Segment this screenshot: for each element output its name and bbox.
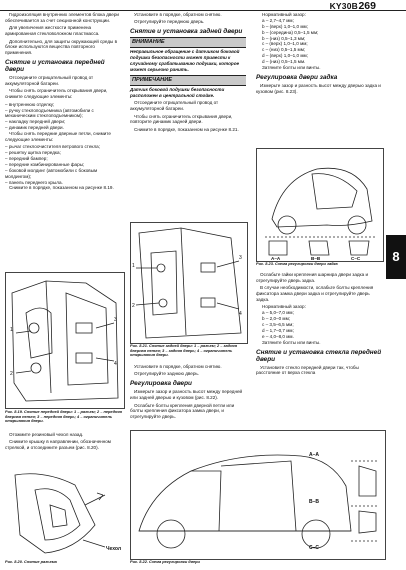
intro-p1: Гидроизоляция внутренних элементов блока двери обеспечивается за счет секционной конструкции. [5,12,119,23]
c2-lead2: Отрегулируйте переднюю дверь. [134,19,205,25]
warning-title: ВНИМАНИЕ [130,37,246,48]
figure-8-19 [5,272,125,409]
heading-front-glass: Снятие и установка стекла передней двери [256,348,382,363]
c3b5-1: В случае необходимости, ослабьте болты крепления фиксатора замка двери задка и отрегулируйте дверь задка. [256,285,374,302]
rear-door-removal-drawing [131,223,247,343]
svg-text:2: 2 [132,303,135,309]
column-1 [5,12,123,193]
c1b-12: – панель переднего крыла. [5,179,63,185]
c1b2-1: Снимите крышку в направлении, обозначенном стрелкой, и отсоедините разъем (рис. 8.20). [5,439,111,451]
c2ba-0: Установите в порядке, обратном снятию. [134,364,222,369]
svg-text:2: 2 [10,371,13,377]
norm-6: d – (верх) 1,0–1,0 мм; [262,53,308,59]
c1b-7: – рычаг стеклоочистителя ветрового стекла; [5,144,100,150]
c2b-1: Чтобы снять ограничитель открывания двери, повторите динамик задней двери. [130,113,233,125]
c1b-5: – динамик передней двери. [5,125,64,131]
c1b-0: Отсоедините отрицательный провод от аккумуляторной батареи. [5,75,94,87]
svg-text:1: 1 [132,263,135,269]
figure-8-21 [130,222,248,344]
c1b2-0: Отожмите резиновый чехол назад. [9,432,84,437]
c3b5-0: Ослабьте гайки крепления шарнира двери задка и отрегулируйте дверь задка. [256,272,369,283]
page-number: 269 [358,0,376,12]
norm-2: b – (середина) 0,5–1,5 мм; [262,29,319,35]
c2-lead: Установите в порядке, обратном снятию. [134,12,222,17]
fig-8-20-caption: Рис. 8.20. Снятие разъема [5,559,57,564]
norm-1: b – (верх) 1,0–1,0 мм; [262,23,308,29]
column-1-lower [5,432,123,453]
norm-title: Нормативный зазор: [262,12,306,17]
front-door-removal-drawing [6,273,124,408]
tighten-1: Затяните болты или винты. [262,64,321,70]
norm-3: b – (низ) 0,5–1,3 мм; [262,35,306,41]
fig24-label-c: C–C [309,545,320,551]
norm2-title: Нормативный зазор: [262,304,306,310]
svg-text:3: 3 [114,317,117,323]
c1b-6: Чтобы снять передние дверные петли, снимите следующие элементы: [5,131,111,142]
c1b-1: Чтобы снять ограничитель открывания двери, снимите следующие элементы: [5,88,108,100]
c2adj-0: Измерьте зазор и разность высот между передней или задней дверью и кузовом (рис. 8.22). [130,389,243,401]
heading-rear-door: Снятие и установка задней двери [130,28,243,36]
norm-0: a – 2,7–4,7 мм; [262,17,294,23]
fig-8-22-caption: Рис. 8.22. Схема регулировки двери [130,559,200,564]
fig-8-23-caption: Рис. 8.23. Схема регулировки двери задка [256,261,338,266]
c1b-4: – накладку передней двери; [5,119,66,125]
intro-p3: Дополнительно, для защиты окружающей среды в блоке используются вещества повторного применения. [5,38,118,56]
column-3 [256,12,384,96]
c2b-0: Отсоедините отрицательный провод от аккумуляторной батареи. [130,100,219,112]
c1b-9: – передний бампер; [5,156,48,162]
fig23-label-c: C–C [351,256,361,261]
c1b-2: – внутреннюю отделку; [5,101,55,107]
c1b-10: – передние комбинированные фары; [5,161,85,167]
fig24-label-a: A–A [309,452,320,458]
norm2-3: d – 1,7–0,7 мм; [262,327,294,333]
fig20-label: Чехол [106,546,121,552]
svg-text:1: 1 [10,327,13,333]
svg-text:4: 4 [114,361,117,367]
column-2-lower [130,364,246,422]
note-title: ПРИМЕЧАНИЕ [130,75,246,86]
c1b-3: – ручку стеклоподъемника (автомобили с механическим стеклоподъемником); [5,107,94,119]
fig24-label-b: B–B [309,499,320,505]
note-text: Датчик боковой подушки безопасности расположен в центральной стойке. [130,87,225,98]
tighten-2: Затяните болты или винты. [262,339,321,345]
c3-body6: Установите стекло передней двери так, чтобы расстояние от верха стекла [256,364,359,376]
fig-8-19-caption: Рис. 8.19. Снятие передней двери: 1 – разъем; 2 – передняя дверная петля; 3 – передняя дверь; 4 – ограничитель открывания двери. [5,409,122,424]
figure-8-23 [256,148,384,262]
norm-4: c – (верх) 1,0–1,0 мм; [262,41,308,47]
c2adj-1: Ослабьте болты крепления дверной петли или болты крепления фиксатора замка двери, и отрегулируйте дверь. [130,402,235,420]
column-3-lower [256,272,382,378]
figure-8-22 [130,430,386,560]
norm-7: d – (низ) 0,5–1,5 мм. [262,59,306,64]
c1b-13: Снимите в порядке, показанном на рисунке 8.19. [9,185,114,191]
c1b-11: – боковой молдинг (автомобили с боковым молдингом); [5,167,98,179]
connector-removal-drawing [5,465,123,560]
heading-tailgate: Регулировка двери задка [256,73,338,81]
column-2 [130,12,246,134]
norm2-0: a – 5,0–7,0 мм; [262,310,294,316]
fig-8-21-caption: Рис. 8.21. Снятие задней двери: 1 – разъем; 2 – задняя дверная петля; 3 – задняя дверь; 4 – ограничитель открывания двери. [130,343,238,358]
svg-text:4: 4 [239,311,242,317]
fig23-label-b: B–B [311,256,321,261]
c2b-2: Снимите в порядке, показанном на рисунке 8.21. [134,126,239,132]
fig23-label-a: A–A [271,256,281,261]
heading-door-adjustment: Регулировка двери [130,380,192,388]
door-adjustment-diagram [131,431,385,559]
running-header: KY30B [329,1,358,11]
norm2-4: e – 4,0–8,0 мм. [262,333,294,339]
heading-front-door: Снятие и установка передней двери [5,59,105,74]
norm2-2: c – 3,5–6,5 мм; [262,322,294,327]
norm-5: c – (низ) 0,5–1,5 мм; [262,47,306,53]
warning-text: Неправильное обращение с датчиком боковой подушки безопасности может привести к случайному срабатыванию подушки, которое может серьезно ранить. [130,49,240,73]
c1b-8: – решетку щитка передка; [5,150,61,156]
c3-body4: Измерьте зазор и разность высот между дверью задка и кузовом (рис. 8.23). [256,82,381,94]
svg-text:3: 3 [239,255,242,261]
norm2-1: b – 2,0–0 мм; [262,316,291,322]
tailgate-adjustment-drawing [257,149,383,261]
c2ba-1: Отрегулируйте заднюю дверь. [134,371,200,377]
intro-p2: Для увеличения жесткости применена армированная стекловолокном пластмасса. [5,25,100,37]
figure-8-20 [5,465,123,560]
chapter-tab: 8 [386,235,406,279]
